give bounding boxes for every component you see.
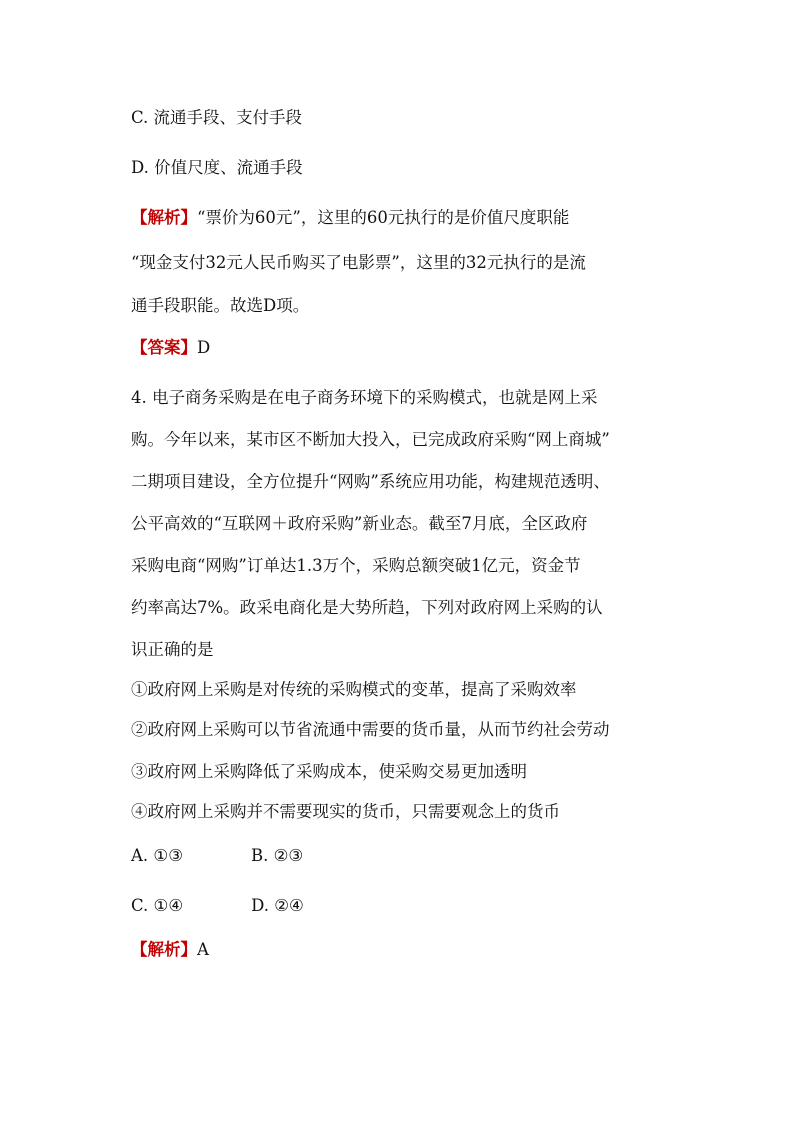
q4-option-d: D. ②④ <box>251 896 304 915</box>
q4-stem-line-7: 识正确的是 <box>131 640 214 659</box>
q4-analysis <box>131 940 209 960</box>
q4-options-row-2 <box>131 896 304 916</box>
q4-stem-line-1: 4. 电子商务采购是在电子商务环境下的采购模式，也就是网上采 <box>131 388 598 407</box>
analysis-tag: 【解析】 <box>131 208 197 227</box>
q4-option-c: C. ①④ <box>131 896 184 915</box>
q3-analysis-line-3: 通手段职能。故选D项。 <box>131 296 310 315</box>
analysis-text: “票价为60元”，这里的60元执行的是价值尺度职能 <box>197 208 570 227</box>
q4-stem-line-5: 采购电商“网购”订单达1.3万个，采购总额突破1亿元，资金节 <box>131 556 581 575</box>
q4-stem-line-2: 购。今年以来，某市区不断加大投入，已完成政府采购“网上商城” <box>131 430 610 449</box>
q4-stem-line-3: 二期项目建设，全方位提升“网购”系统应用功能，构建规范透明、 <box>131 472 610 491</box>
answer-value: D <box>197 338 211 357</box>
analysis-value: A <box>197 940 209 959</box>
analysis-tag: 【解析】 <box>131 940 197 959</box>
q4-stem-line-4: 公平高效的“互联网＋政府采购”新业态。截至7月底，全区政府 <box>131 514 588 533</box>
q3-analysis-line-1 <box>131 208 569 228</box>
q3-analysis-line-2: “现金支付32元人民币购买了电影票”，这里的32元执行的是流 <box>131 253 586 272</box>
q4-options-row-1 <box>131 846 303 866</box>
answer-tag: 【答案】 <box>131 338 197 357</box>
q3-option-d: D. 价值尺度、流通手段 <box>131 158 303 177</box>
q4-statement-3: ③政府网上采购降低了采购成本，使采购交易更加透明 <box>131 762 527 781</box>
q4-statement-4: ④政府网上采购并不需要现实的货币，只需要观念上的货币 <box>131 802 560 821</box>
q3-answer <box>131 338 210 358</box>
q4-option-b: B. ②③ <box>251 846 304 865</box>
q4-stem-line-6: 约率高达7%。政采电商化是大势所趋，下列对政府网上采购的认 <box>131 598 603 617</box>
q4-statement-1: ①政府网上采购是对传统的采购模式的变革，提高了采购效率 <box>131 680 577 699</box>
q4-option-a: A. ①③ <box>131 846 183 865</box>
q4-statement-2: ②政府网上采购可以节省流通中需要的货币量，从而节约社会劳动 <box>131 720 610 739</box>
q3-option-c: C. 流通手段、支付手段 <box>131 108 303 127</box>
